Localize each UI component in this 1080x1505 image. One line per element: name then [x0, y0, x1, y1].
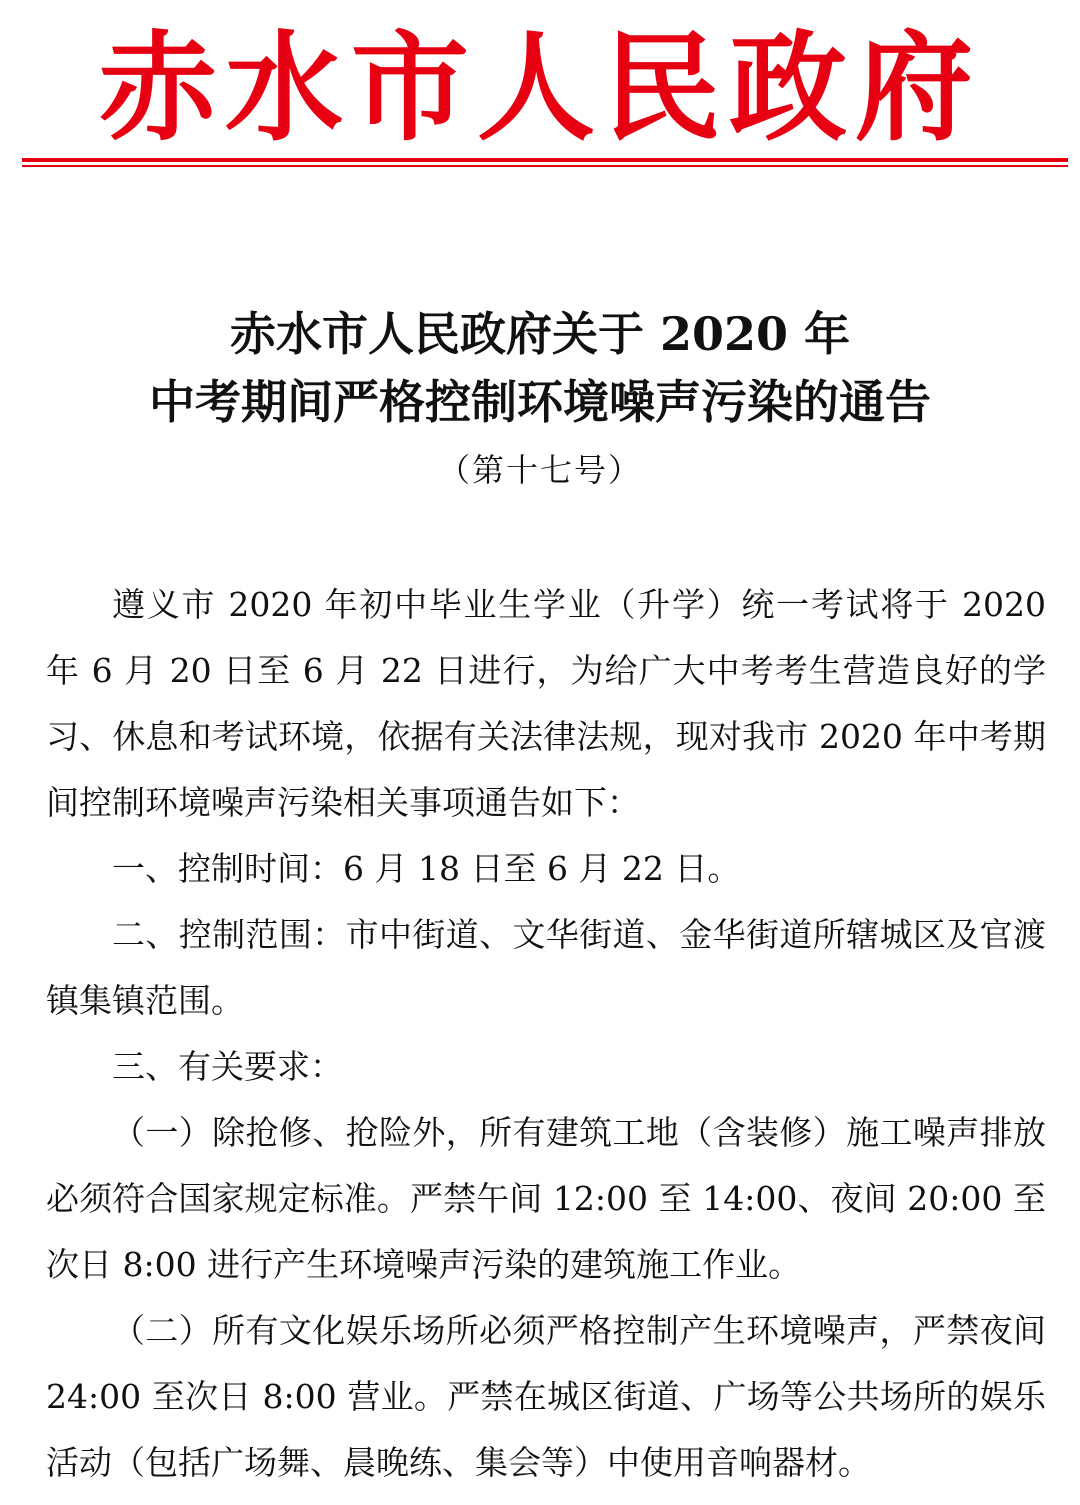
paragraph-control-time: 一、控制时间：6 月 18 日至 6 月 22 日。: [112, 849, 741, 888]
paragraph-intro: 遵义市 2020 年初中毕业生学业（升学）统一考试将于 2020 年 6 月 20 日至 6 月 22 日进行，为给广大中考考生营造良好的学习、休息和考试环境，依据有关法律法规，现对我市 2020 年中考期间控制环境噪声污染相关事项通告如下：: [46, 585, 1046, 822]
paragraph-requirement-2: （二）所有文化娱乐场所必须严格控制产生环境噪声，严禁夜间 24:00 至次日 8:00 营业。严禁在城区街道、广场等公共场所的娱乐活动（包括广场舞、晨晚练、集会等）中使用音响器材。: [46, 1311, 1046, 1482]
masthead-red-rule-thin: [22, 165, 1068, 167]
notice-title-line-2: 中考期间严格控制环境噪声污染的通告: [149, 375, 931, 429]
notice-title-line-1: 赤水市人民政府关于 2020 年: [229, 307, 851, 361]
notice-body: [46, 572, 1046, 1496]
paragraph-control-scope: 二、控制范围：市中街道、文华街道、金华街道所辖城区及官渡镇集镇范围。: [46, 915, 1046, 1020]
paragraph-requirement-1: （一）除抢修、抢险外，所有建筑工地（含装修）施工噪声排放必须符合国家规定标准。严禁午间 12:00 至 14:00、夜间 20:00 至次日 8:00 进行产生环境噪声污染的建筑施工作业。: [46, 1113, 1046, 1284]
paragraph-requirements-heading: 三、有关要求：: [112, 1047, 343, 1086]
masthead-org-name: 赤水市人民政府: [98, 19, 981, 157]
notice-doc-number: （第十七号）: [437, 451, 642, 489]
masthead-red-rule-thick: [22, 158, 1068, 162]
